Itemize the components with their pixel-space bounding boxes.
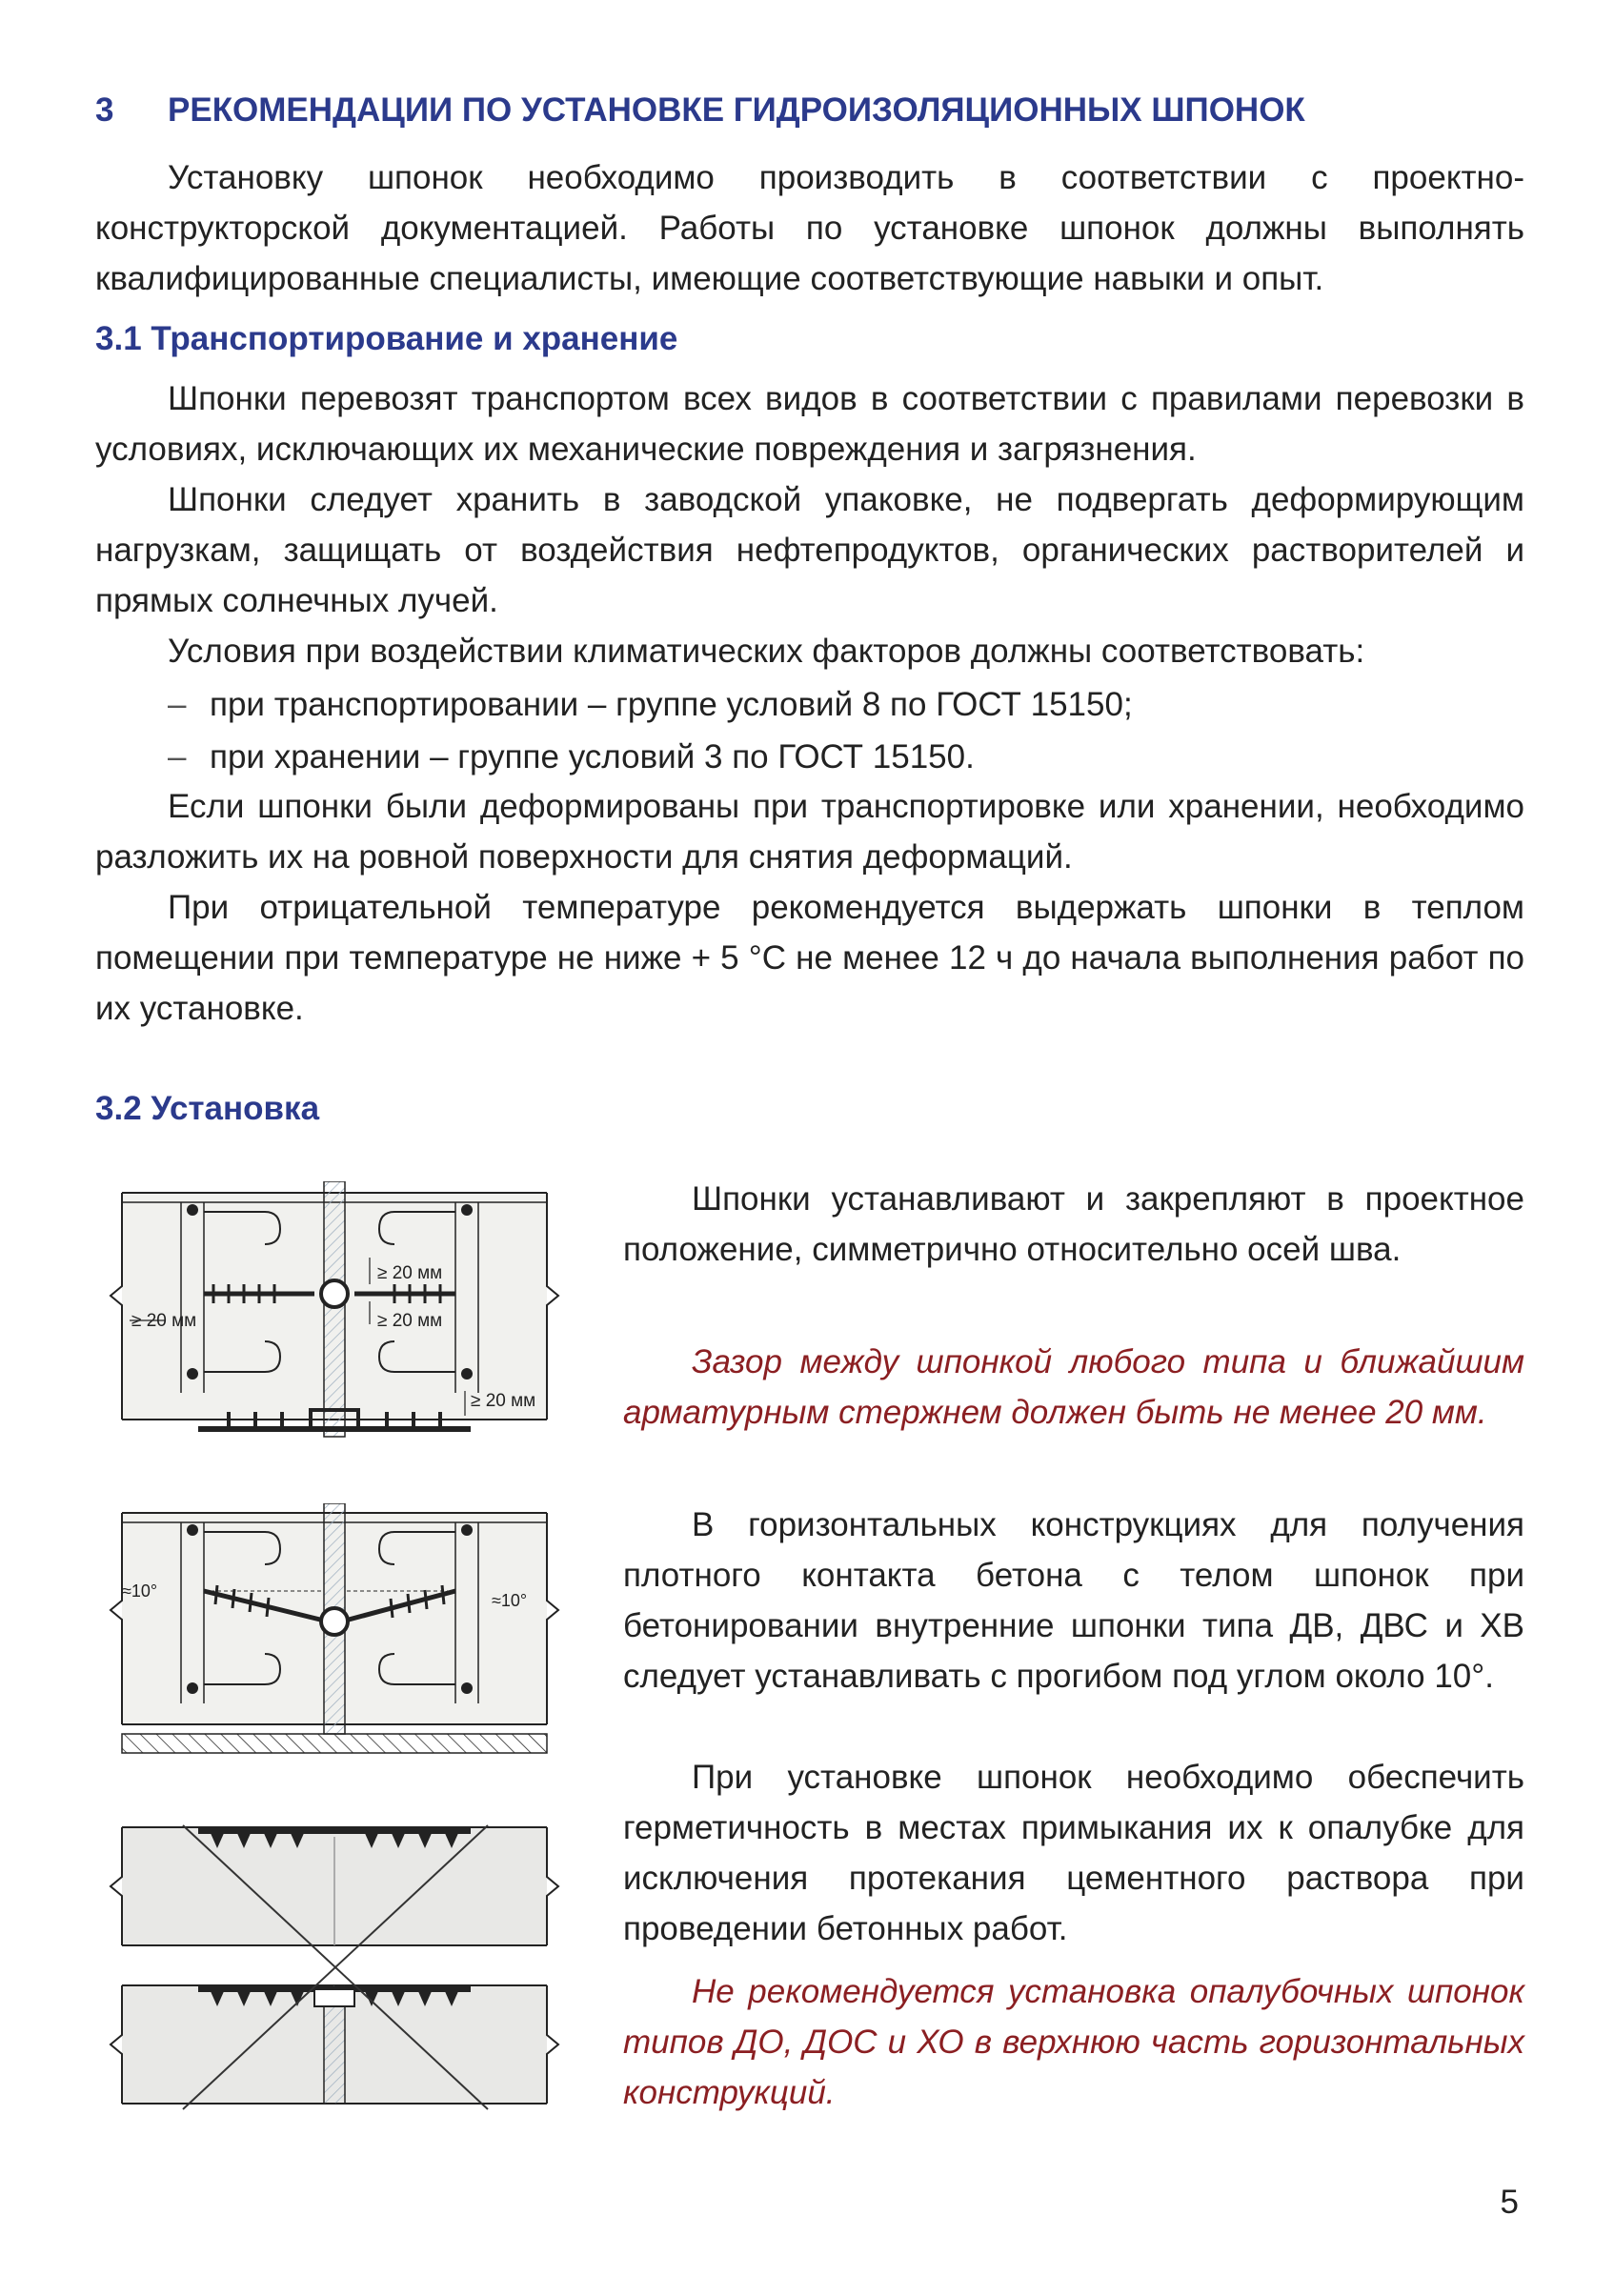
transport-paragraph-4: Если шпонки были деформированы при транспортировке или хранении, необходимо разложить их на ровной поверхности для снятия деформаций. xyxy=(95,788,1524,876)
intro-paragraph: Установку шпонок необходимо производить в соответствии с проектно-конструкторской документацией. Работы по установке шпонок должны выполнять квалифицированные специалисты, имеющие соответствующие навыки и опыт. xyxy=(95,159,1524,297)
install-paragraph-3: При установке шпонок необходимо обеспечить герметичность в местах примыкания их к опалубке для исключения протекания цементного раствора при проведении бетонных работ. xyxy=(623,1759,1524,1947)
transport-paragraph-3: Условия при воздействии климатических факторов должны соответствовать: xyxy=(168,633,1365,670)
section-number: 3 xyxy=(95,91,114,129)
subsection-heading-transport: 3.1 Транспортирование и хранение xyxy=(95,320,678,357)
angle-right-label: ≈10° xyxy=(492,1591,528,1610)
section-title-text: РЕКОМЕНДАЦИИ ПО УСТАНОВКЕ ГИДРОИЗОЛЯЦИОННЫХ ШПОНОК xyxy=(168,91,1305,129)
dim-top-label: ≥ 20 мм xyxy=(377,1263,443,1283)
figure-clearance-diagram xyxy=(103,1181,566,1448)
page-number: 5 xyxy=(1500,2184,1519,2221)
install-note-1: Зазор между шпонкой любого типа и ближайшим арматурным стержнем должен быть не менее 20 мм. xyxy=(623,1343,1524,1431)
dim-right-label: ≥ 20 мм xyxy=(377,1311,443,1331)
dim-left-label: ≥ 20 мм xyxy=(131,1311,197,1331)
figure-not-recommended-diagram xyxy=(103,1818,566,2115)
install-paragraph-2: В горизонтальных конструкциях для получения плотного контакта бетона с телом шпонок при бетонировании внутренние шпонки типа ДВ, ДВС и ХВ следует устанавливать с прогибом под углом около 10°. xyxy=(623,1506,1524,1695)
dim-bottom-label: ≥ 20 мм xyxy=(471,1391,536,1411)
transport-paragraph-5: При отрицательной температуре рекомендуется выдержать шпонки в теплом помещении при температуре не ниже + 5 °С не менее 12 ч до начала выполнения работ по их установке. xyxy=(95,889,1524,1027)
install-note-2: Не рекомендуется установка опалубочных шпонок типов ДО, ДОС и ХО в верхнюю часть горизонтальных конструкций. xyxy=(623,1973,1524,2111)
subsection-heading-install: 3.2 Установка xyxy=(95,1090,320,1127)
transport-paragraph-1: Шпонки перевозят транспортом всех видов в соответствии с правилами перевозки в условиях, исключающих их механические повреждения и загрязнения. xyxy=(95,380,1524,468)
list-item: – при хранении – группе условий 3 по ГОСТ 15150. xyxy=(95,731,1524,783)
list-item: – при транспортировании – группе условий 8 по ГОСТ 15150; xyxy=(95,678,1524,731)
climate-conditions-list xyxy=(95,678,1524,783)
install-paragraph-1: Шпонки устанавливают и закрепляют в проектное положение, симметрично относительно осей шва. xyxy=(623,1180,1524,1268)
transport-paragraph-2: Шпонки следует хранить в заводской упаковке, не подвергать деформирующим нагрузкам, защищать от воздействия нефтепродуктов, органических растворителей и прямых солнечных лучей. xyxy=(95,481,1524,619)
angle-left-label: ≈10° xyxy=(122,1581,158,1601)
section-title xyxy=(95,91,1524,130)
figure-bend-angle-diagram xyxy=(103,1503,566,1762)
